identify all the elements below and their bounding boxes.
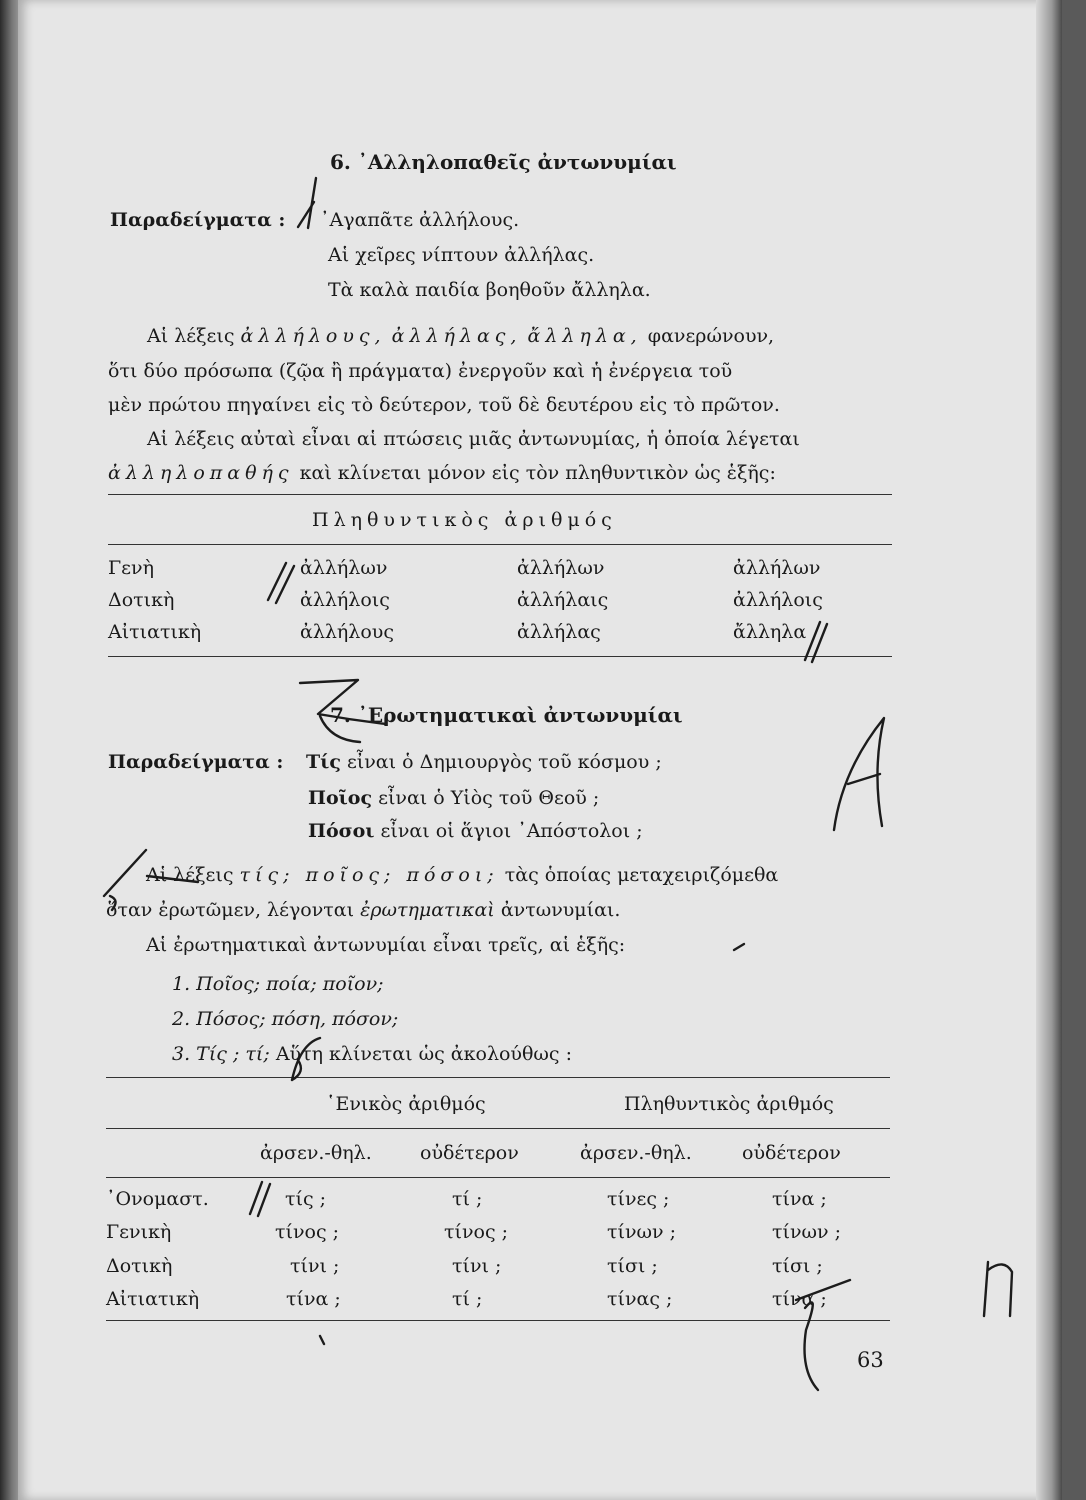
paragraph-text: Αἱ λέξεις — [146, 864, 234, 886]
list-text: Αὕτη κλίνεται ὡς ἀκολούθως : — [275, 1043, 572, 1065]
page-number: 63 — [857, 1348, 884, 1372]
spaced-word: ἄλληλα, — [527, 325, 642, 347]
table-cell: τίνι ; — [452, 1255, 502, 1277]
column-header: ἀρσεν.-θηλ. — [260, 1142, 372, 1164]
table-cell: τίσι ; — [772, 1255, 823, 1277]
italic-term: ἐρωτηματικαὶ — [360, 899, 495, 921]
strike-mark — [796, 1280, 850, 1390]
plural-header: Πληθυντικὸς ἀριθμός — [624, 1093, 834, 1115]
section-7-examples-label: Παραδείγματα : — [108, 751, 284, 773]
section-7-heading: 7. ᾽Ερωτηματικαὶ ἀντωνυμίαι — [330, 703, 683, 727]
table-cell: τίνα ; — [772, 1288, 827, 1310]
table-cell: τίσι ; — [607, 1255, 658, 1277]
paragraph-text: ὅταν ἐρωτῶμεν, λέγονται — [106, 899, 355, 921]
table-cell: ἀλλήλοις — [733, 589, 823, 611]
example-bold-word: Ποῖος — [308, 787, 373, 809]
section-6-example-3: Τὰ καλὰ παιδία βοηθοῦν ἄλληλα. — [328, 279, 651, 301]
check-mark — [298, 202, 314, 227]
table-case-label: Γενικὴ — [106, 1221, 172, 1243]
plural-table-title: Πληθυντικὸς ἀριθμός — [312, 509, 617, 531]
double-slash-mark — [805, 622, 827, 662]
table-cell: ἀλλήλων — [300, 557, 388, 579]
spaced-word: ἀλλήλας, — [391, 325, 522, 347]
table-case-label: Δοτικὴ — [106, 1255, 173, 1277]
table-cell: ἀλλήλους — [300, 621, 394, 643]
double-slash-mark — [268, 563, 294, 603]
table-cell: τί ; — [452, 1288, 483, 1310]
paragraph-text: φανερώνουν, — [647, 325, 775, 347]
section-6-heading: 6. ᾽Αλληλοπαθεῖς ἀντωνυμίαι — [330, 150, 677, 174]
hook-mark — [292, 1038, 320, 1080]
table-cell: τίνος ; — [275, 1221, 340, 1243]
paragraph-text: Αἱ λέξεις — [147, 325, 235, 347]
example-text: εἶναι ὁ Δημιουργὸς τοῦ κόσμου ; — [346, 751, 662, 773]
pi-letter-mark — [984, 1262, 1012, 1316]
table-case-label: Γενὴ — [108, 557, 154, 579]
table-cell: τίνος ; — [444, 1221, 509, 1243]
section-6-example-2: Αἱ χεῖρες νίπτουν ἀλλήλας. — [328, 244, 595, 266]
table-cell: τίνων ; — [607, 1221, 676, 1243]
section-7-paragraph-2: Αἱ ἐρωτηματικαὶ ἀντωνυμίαι εἶναι τρεῖς, αἱ ἑξῆς: — [146, 934, 626, 956]
table-cell: ἀλλήλοις — [300, 589, 390, 611]
table-cell: τίνας ; — [607, 1288, 673, 1310]
a-letter-mark — [834, 718, 884, 830]
strikethrough-mark — [147, 876, 198, 882]
example-bold-word: Τίς — [306, 751, 341, 773]
table-cell: ἀλλήλων — [517, 557, 605, 579]
table-cell: τίνων ; — [772, 1221, 841, 1243]
example-text: εἶναι οἱ ἅγιοι ᾽Απόστολοι ; — [380, 820, 643, 842]
check-mark — [104, 850, 146, 910]
list-italic-text: 3. Τίς ; τί; — [172, 1043, 270, 1065]
paragraph-text: καὶ κλίνεται μόνον εἰς τὸν πληθυντικὸν ὡς ἑξῆς: — [299, 462, 776, 484]
table-cell: τί ; — [452, 1188, 483, 1210]
spaced-word: τίς; ποῖος; πόσοι; — [239, 864, 499, 886]
spaced-word: ἀλλήλους, — [240, 325, 386, 347]
table-cell: τίνα ; — [772, 1188, 827, 1210]
column-header: ἀρσεν.-θηλ. — [580, 1142, 692, 1164]
example-text: εἶναι ὁ Υἱὸς τοῦ Θεοῦ ; — [378, 787, 600, 809]
table-case-label: ᾽Ονομαστ. — [106, 1188, 209, 1210]
column-header: οὐδέτερον — [742, 1142, 841, 1164]
spaced-word: ἀλληλοπαθής — [108, 462, 294, 484]
table-cell: ἀλλήλων — [733, 557, 821, 579]
paragraph-2-line-1: Αἱ λέξεις αὐταὶ εἶναι αἱ πτώσεις μιᾶς ἀντωνυμίας, ἡ ὁποία λέγεται — [147, 428, 800, 450]
column-header: οὐδέτερον — [420, 1142, 519, 1164]
list-item: 2. Πόσος; πόση, πόσον; — [172, 1008, 399, 1030]
z-mark — [300, 680, 386, 742]
section-6-examples-label: Παραδείγματα : — [110, 209, 286, 231]
paragraph-text: ἀντωνυμίαι. — [500, 899, 621, 921]
table-cell: ἀλλήλας — [517, 621, 601, 643]
table-cell: τίνες ; — [607, 1188, 670, 1210]
table-case-label: Δοτικὴ — [108, 589, 175, 611]
table-cell: τίς ; — [285, 1188, 327, 1210]
example-bold-word: Πόσοι — [308, 820, 375, 842]
table-case-label: Αἰτιατικὴ — [106, 1288, 200, 1310]
small-tick-mark — [320, 1336, 324, 1344]
list-item: 1. Ποῖος; ποία; ποῖον; — [172, 973, 384, 995]
paragraph-text: τὰς ὁποίας μεταχειριζόμεθα — [504, 864, 779, 886]
small-tick-mark — [734, 944, 744, 950]
paragraph-1-line-2: ὅτι δύο πρόσωπα (ζῷα ἢ πράγματα) ἐνεργοῦν καὶ ἡ ἐνέργεια τοῦ — [108, 360, 733, 382]
singular-header: ῾Ενικὸς ἀριθμός — [326, 1093, 486, 1115]
table-cell: τίνα ; — [286, 1288, 341, 1310]
table-case-label: Αἰτιατικὴ — [108, 621, 202, 643]
table-cell: ἀλλήλαις — [517, 589, 609, 611]
section-6-example-1: ᾽Αγαπᾶτε ἀλλήλους. — [320, 209, 520, 231]
table-cell: τίνι ; — [290, 1255, 340, 1277]
paragraph-1-line-3: μὲν πρώτου πηγαίνει εἰς τὸ δεύτερον, τοῦ δὲ δευτέρου εἰς τὸ πρῶτον. — [108, 394, 780, 416]
double-slash-mark — [250, 1182, 270, 1216]
table-cell: ἄλληλα — [733, 621, 807, 643]
